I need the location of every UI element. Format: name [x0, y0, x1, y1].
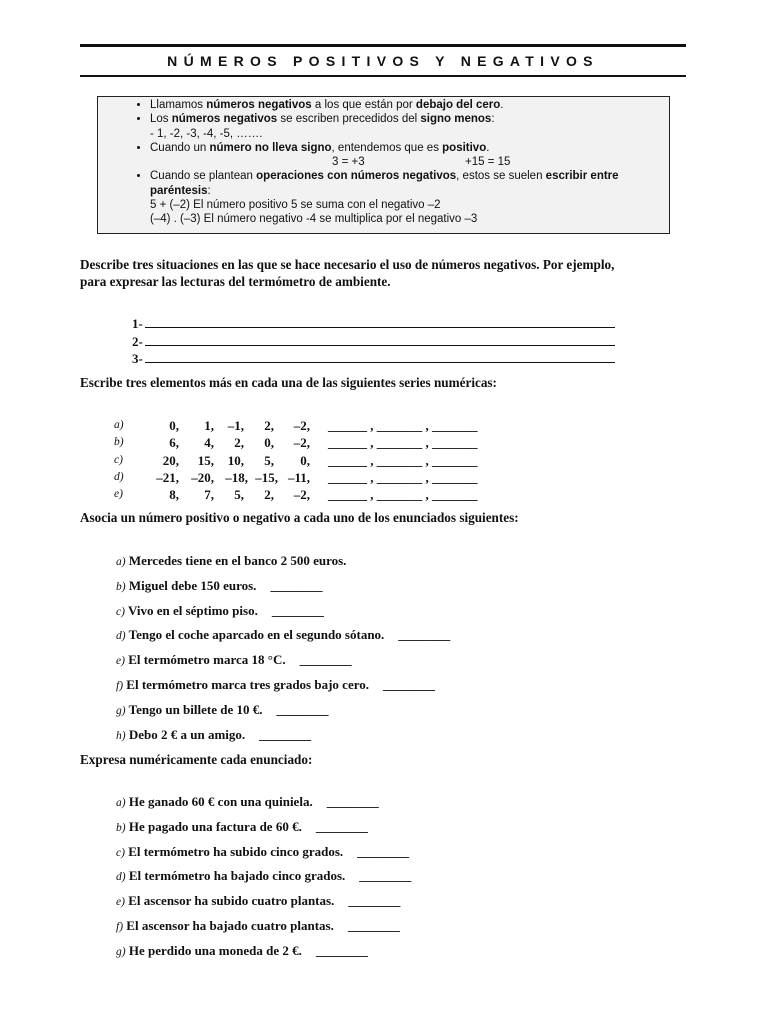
series-value: –1, — [227, 418, 244, 433]
answer-blank[interactable]: ________ — [347, 917, 400, 933]
expression-g — [116, 942, 411, 967]
statement-f — [116, 676, 450, 701]
answer-blank[interactable] — [145, 315, 615, 328]
line-number: 1- — [132, 316, 143, 331]
item-letter: h) — [116, 729, 126, 742]
info-bullet-4 — [150, 169, 663, 226]
series-value: –18, — [225, 469, 248, 485]
item-text: He perdido una moneda de 2 €. — [128, 942, 302, 958]
statement-c — [116, 602, 450, 627]
answer-blank[interactable] — [145, 350, 615, 363]
answer-blank[interactable]: ________ — [270, 577, 323, 593]
text-run: , entendemos que es — [331, 141, 443, 154]
answer-blank[interactable]: ________ — [315, 818, 368, 834]
item-letter: a) — [116, 797, 126, 809]
series-value: –11, — [287, 469, 310, 485]
series-value: 0, — [169, 418, 179, 433]
answer-line-3[interactable] — [132, 350, 615, 368]
bold-run: positivo — [442, 141, 487, 154]
item-text: El ascensor ha subido cuatro plantas. — [128, 893, 335, 909]
answer-blanks[interactable]: ______ , _______ , _______ — [328, 469, 478, 485]
item-letter: c) — [116, 605, 125, 618]
item-text: Tengo el coche aparcado en el segundo sótano. — [128, 627, 385, 643]
item-text: Vivo en el séptimo piso. — [127, 602, 258, 618]
series-value: –2, — [293, 435, 310, 451]
text-run: se escriben precedidos del — [277, 113, 421, 126]
statements-list-2 — [116, 793, 411, 967]
bold-run: número no lleva signo — [209, 141, 332, 154]
info-bullet-2 — [150, 112, 663, 141]
series-value: –2, — [293, 487, 310, 503]
series-value: –20, — [191, 469, 214, 485]
answer-blank[interactable]: ________ — [259, 726, 312, 742]
equality-2: +15 = 15 — [465, 156, 511, 169]
answer-blank[interactable]: ________ — [299, 652, 352, 668]
answer-blanks[interactable]: ______ , _______ , _______ — [328, 418, 478, 433]
equality-1: 3 = +3 — [332, 156, 365, 169]
answer-blank[interactable]: ________ — [357, 843, 410, 859]
item-letter: d) — [116, 871, 126, 884]
series-value: 0, — [300, 452, 310, 468]
series-value: –2, — [293, 418, 310, 433]
series-value: 2, — [264, 418, 274, 433]
series-value: 2, — [264, 487, 274, 503]
bold-run: operaciones con números negativos — [256, 170, 457, 183]
answer-blank[interactable]: ________ — [276, 701, 329, 717]
statement-e — [116, 651, 450, 676]
answer-blank[interactable]: ________ — [398, 627, 451, 643]
text-run: : — [491, 113, 495, 126]
item-letter: d) — [116, 630, 126, 643]
text-run: Cuando un — [150, 141, 210, 154]
row-letter: d) — [114, 470, 124, 483]
item-text: El termómetro marca tres grados bajo cero. — [126, 676, 369, 692]
answer-blank[interactable]: ________ — [271, 602, 324, 618]
series-value: 5, — [234, 487, 244, 503]
item-letter: e) — [116, 655, 125, 668]
item-letter: a) — [116, 556, 126, 568]
answer-blanks[interactable]: ______ , _______ , _______ — [328, 487, 478, 503]
item-text: Miguel debe 150 euros. — [128, 577, 257, 593]
text-run: . — [486, 141, 490, 154]
equalities-row — [150, 155, 663, 169]
title-bar — [80, 44, 686, 77]
text-run: . — [500, 99, 504, 111]
question-4: Expresa numéricamente cada enunciado: — [80, 752, 313, 767]
series-value: 2, — [234, 435, 244, 451]
series-value: –15, — [255, 469, 278, 485]
expression-b — [116, 818, 411, 843]
text-run: Los — [150, 113, 172, 126]
question-3: Asocia un número positivo o negativo a cada uno de los enunciados siguientes: — [80, 510, 519, 525]
page-title: NÚMEROS POSITIVOS Y NEGATIVOS — [167, 53, 599, 69]
series-value: 0, — [264, 435, 274, 451]
series-value: 4, — [204, 435, 214, 451]
answer-blank[interactable] — [145, 333, 615, 346]
statement-h — [116, 726, 450, 751]
bold-run: debajo del cero — [415, 99, 501, 111]
item-text: El ascensor ha bajado cuatro plantas. — [126, 917, 334, 933]
statement-a — [116, 552, 450, 577]
item-letter: b) — [116, 580, 126, 593]
expression-c — [116, 843, 411, 868]
item-text: Mercedes tiene en el banco 2 500 euros. — [128, 553, 347, 568]
series-value: 10, — [227, 452, 244, 468]
product-example: (–4) . (–3) El número negativo -4 se multiplica por el negativo –3 — [150, 213, 478, 226]
item-letter: g) — [116, 945, 126, 958]
answer-blank[interactable]: ________ — [348, 893, 401, 909]
statement-b — [116, 577, 450, 602]
bold-run: signo menos — [420, 113, 492, 126]
item-text: He pagado una factura de 60 €. — [128, 818, 302, 834]
bold-run: números negativos — [206, 99, 312, 111]
expression-f — [116, 917, 411, 942]
answer-blank[interactable]: ________ — [315, 942, 368, 958]
statement-g — [116, 701, 450, 726]
item-letter: f) — [116, 920, 124, 933]
item-letter: b) — [116, 821, 126, 834]
series-value: 20, — [162, 452, 179, 468]
row-letter: a) — [114, 419, 124, 431]
text-run: a los que están por — [311, 99, 416, 111]
answer-blanks[interactable]: ______ , _______ , _______ — [328, 435, 478, 451]
negatives-example: - 1, -2, -3, -4, -5, ……. — [150, 127, 263, 140]
row-letter: e) — [114, 488, 123, 501]
answer-line-2[interactable] — [132, 333, 615, 351]
text-run: Cuando se plantean — [150, 170, 257, 183]
line-number: 3- — [132, 351, 143, 366]
question-1: Describe tres situaciones en las que se hace necesario el uso de números negativos. Por ejemplo, para expresar las lecturas del termómetro de ambiente. — [80, 257, 615, 289]
answer-blanks[interactable]: ______ , _______ , _______ — [328, 452, 478, 468]
row-letter: c) — [114, 453, 123, 466]
answer-blank[interactable]: ________ — [326, 794, 379, 809]
item-letter: e) — [116, 896, 125, 909]
text-run: , estos se suelen — [456, 170, 546, 183]
item-text: El termómetro ha bajado cinco grados. — [128, 868, 346, 884]
series-value: 1, — [204, 418, 214, 433]
series-value: 7, — [204, 487, 214, 503]
row-letter: b) — [114, 436, 124, 449]
answer-blank[interactable]: ________ — [383, 676, 435, 692]
info-list — [98, 98, 663, 227]
text-run: Llamamos — [150, 99, 207, 111]
info-bullet-1 — [150, 98, 663, 112]
series-value: 15, — [197, 452, 214, 468]
expression-e — [116, 892, 411, 917]
item-text: El termómetro marca 18 °C. — [128, 652, 286, 668]
item-letter: g) — [116, 704, 126, 717]
item-letter: c) — [116, 846, 125, 859]
info-box — [97, 96, 670, 234]
item-letter: f) — [116, 679, 124, 692]
series-value: 8, — [169, 487, 179, 503]
item-text: Debo 2 € a un amigo. — [128, 726, 246, 742]
series-value: 5, — [264, 452, 274, 468]
sum-example: 5 + (–2) El número positivo 5 se suma con el negativo –2 — [150, 199, 441, 212]
item-text: He ganado 60 € con una quiniela. — [128, 794, 313, 809]
statements-list-1 — [116, 552, 450, 750]
series-value: 6, — [169, 435, 179, 451]
series-value: –21, — [156, 469, 179, 485]
question-2: Escribe tres elementos más en cada una de las siguientes series numéricas: — [80, 375, 497, 390]
item-text: El termómetro ha subido cinco grados. — [128, 843, 344, 859]
text-run: : — [207, 184, 211, 197]
expression-a — [116, 793, 411, 818]
answer-line-1[interactable] — [132, 315, 615, 333]
line-number: 2- — [132, 333, 143, 349]
expression-d — [116, 867, 411, 892]
answer-lines — [132, 315, 615, 368]
info-bullet-3 — [150, 141, 663, 170]
statement-d — [116, 626, 450, 651]
bold-run: números negativos — [171, 113, 278, 126]
answer-blank[interactable]: ________ — [359, 868, 412, 884]
item-text: Tengo un billete de 10 €. — [128, 701, 263, 717]
bold-run: escribir entre paréntesis — [150, 170, 619, 197]
